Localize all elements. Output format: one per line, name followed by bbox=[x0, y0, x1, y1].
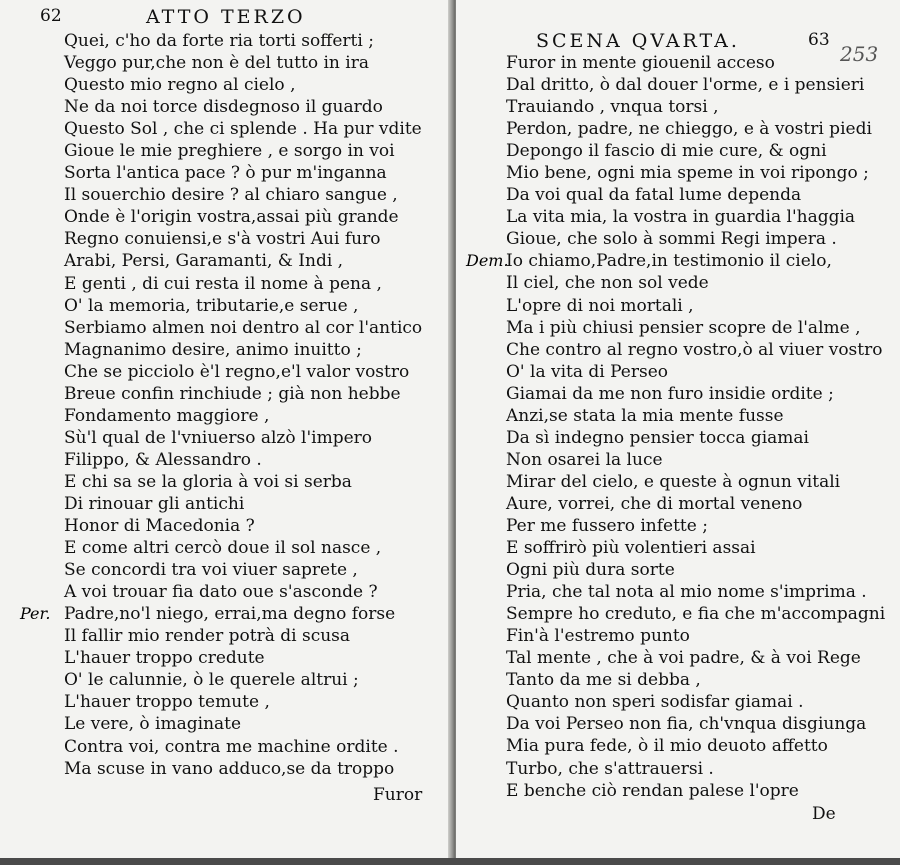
verse-line: Fin'à l'estremo punto bbox=[506, 626, 690, 647]
verse-line: Magnanimo desire, animo inuitto ; bbox=[64, 339, 362, 360]
verse-line: Arabi, Persi, Garamanti, & Indi , bbox=[64, 251, 344, 272]
verse-line: Da sì indegno pensier tocca giamai bbox=[506, 427, 809, 448]
verse-line: Depongo il fascio di mie cure, & ogni bbox=[506, 141, 827, 162]
verse-line: Da voi Perseo non fia, ch'vnqua disgiunga bbox=[506, 714, 867, 735]
verse-line: E come altri cercò doue il sol nasce , bbox=[64, 538, 382, 559]
verse-line: Sempre ho creduto, e fia che m'accompagni bbox=[506, 604, 886, 625]
verse-line: Giamai da me non furo insidie ordite ; bbox=[506, 383, 834, 404]
verse-line: L'opre di noi mortali , bbox=[506, 295, 694, 316]
verse-line: Ogni più dura sorte bbox=[506, 560, 675, 581]
verse-line: Tal mente , che à voi padre, & à voi Rege bbox=[506, 648, 861, 669]
verse-line: Io chiamo,Padre,in testimonio il cielo, bbox=[506, 251, 832, 272]
speaker-label-right: Dem. bbox=[466, 251, 509, 271]
verse-line: Ma i più chiusi pensier scopre de l'alme , bbox=[506, 317, 861, 338]
verse-line: Trauiando , vnqua torsi , bbox=[506, 97, 719, 118]
page-number-left: 62 bbox=[40, 6, 62, 26]
verse-line: Perdon, padre, ne chieggo, e à vostri piedi bbox=[506, 119, 872, 140]
verse-line: L'hauer troppo temute , bbox=[64, 692, 270, 713]
verse-line: Breue confin rinchiude ; già non hebbe bbox=[64, 383, 401, 404]
verse-line: Veggo pur,che non è del tutto in ira bbox=[64, 53, 369, 74]
verse-line: Da voi qual da fatal lume dependa bbox=[506, 185, 802, 206]
verse-line: Filippo, & Alessandro . bbox=[64, 449, 262, 470]
verse-line: Il souerchio desire ? al chiaro sangue , bbox=[64, 185, 398, 206]
verse-line: Sù'l qual de l'vniuerso alzò l'impero bbox=[64, 427, 373, 448]
left-page bbox=[0, 0, 453, 858]
verse-line: Ne da noi torce disdegnoso il guardo bbox=[64, 97, 383, 118]
verse-line: Aure, vorrei, che di mortal veneno bbox=[506, 493, 803, 514]
verse-line: La vita mia, la vostra in guardia l'haggia bbox=[506, 207, 856, 228]
verse-line: Mio bene, ogni mia speme in voi ripongo ; bbox=[506, 163, 869, 184]
verse-line: Di rinouar gli antichi bbox=[64, 493, 245, 514]
verse-line: Serbiamo almen noi dentro al cor l'antico bbox=[64, 317, 423, 338]
verse-line: Fondamento maggiore , bbox=[64, 405, 270, 426]
verse-line: E soffrirò più volentieri assai bbox=[506, 538, 756, 559]
verse-line: Non osarei la luce bbox=[506, 449, 663, 470]
verse-line: Le vere, ò imaginate bbox=[64, 714, 242, 735]
verse-line: L'hauer troppo credute bbox=[64, 648, 265, 669]
running-head-right: SCENA QVARTA. bbox=[536, 30, 740, 52]
verse-line: O' la vita di Perseo bbox=[506, 361, 669, 382]
verse-line: Onde è l'origin vostra,assai più grande bbox=[64, 207, 399, 228]
verse-line: Per me fussero infette ; bbox=[506, 515, 708, 536]
handwritten-annotation: 253 bbox=[840, 42, 879, 66]
verse-line: Padre,no'l niego, errai,ma degno forse bbox=[64, 604, 396, 625]
verse-line: Turbo, che s'attrauersi . bbox=[506, 758, 714, 779]
verse-line: E genti , di cui resta il nome à pena , bbox=[64, 273, 382, 294]
verse-line: Honor di Macedonia ? bbox=[64, 516, 255, 537]
verse-line: Regno conuiensi,e s'à vostri Aui furo bbox=[64, 229, 381, 250]
right-page bbox=[456, 0, 900, 858]
verse-line: Se concordi tra voi viuer saprete , bbox=[64, 560, 358, 581]
verse-line: Gioue le mie preghiere , e sorgo in voi bbox=[64, 141, 395, 162]
verse-line: Pria, che tal nota al mio nome s'imprima . bbox=[506, 582, 867, 603]
verse-line: Dal dritto, ò dal douer l'orme, e i pensieri bbox=[506, 75, 865, 96]
verse-line: A voi trouar fia dato oue s'asconde ? bbox=[64, 582, 378, 603]
verse-line: Il ciel, che non sol vede bbox=[506, 273, 709, 294]
verse-line: Mirar del cielo, e queste à ognun vitali bbox=[506, 471, 841, 492]
verse-line: Questo mio regno al cielo , bbox=[64, 75, 296, 96]
verse-line: Mia pura fede, ò il mio deuoto affetto bbox=[506, 736, 828, 757]
verse-line: Quei, c'ho da forte ria torti sofferti ; bbox=[64, 31, 374, 51]
verse-line: Il fallir mio render potrà di scusa bbox=[64, 626, 351, 647]
page-number-right: 63 bbox=[808, 30, 830, 50]
speaker-label-left: Per. bbox=[20, 604, 51, 624]
verse-line: O' le calunnie, ò le querele altrui ; bbox=[64, 670, 359, 691]
catchword-left: Furor bbox=[373, 785, 423, 805]
verse-line: Ma scuse in vano adduco,se da troppo bbox=[64, 758, 395, 779]
verse-line: E chi sa se la gloria à voi si serba bbox=[64, 471, 352, 492]
catchword-right: De bbox=[812, 804, 836, 824]
verse-line: Che se picciolo è'l regno,e'l valor vostro bbox=[64, 361, 410, 382]
verse-lines-right bbox=[506, 52, 898, 802]
verse-line: Furor in mente giouenil acceso bbox=[506, 53, 775, 73]
verse-line: Contra voi, contra me machine ordite . bbox=[64, 736, 399, 757]
verse-lines-left bbox=[64, 30, 444, 780]
verse-line: Tanto da me si debba , bbox=[506, 670, 701, 691]
running-head-left: ATTO TERZO bbox=[146, 6, 306, 28]
verse-line: Questo Sol , che ci splende . Ha pur vdite bbox=[64, 119, 422, 140]
verse-line: Anzi,se stata la mia mente fusse bbox=[506, 405, 784, 426]
verse-line: Che contro al regno vostro,ò al viuer vostro bbox=[506, 339, 883, 360]
verse-line: Sorta l'antica pace ? ò pur m'inganna bbox=[64, 163, 387, 184]
verse-line: E benche ciò rendan palese l'opre bbox=[506, 780, 799, 801]
verse-line: O' la memoria, tributarie,e serue , bbox=[64, 295, 359, 316]
verse-line: Quanto non speri sodisfar giamai . bbox=[506, 692, 804, 713]
verse-line: Gioue, che solo à sommi Regi impera . bbox=[506, 229, 837, 250]
